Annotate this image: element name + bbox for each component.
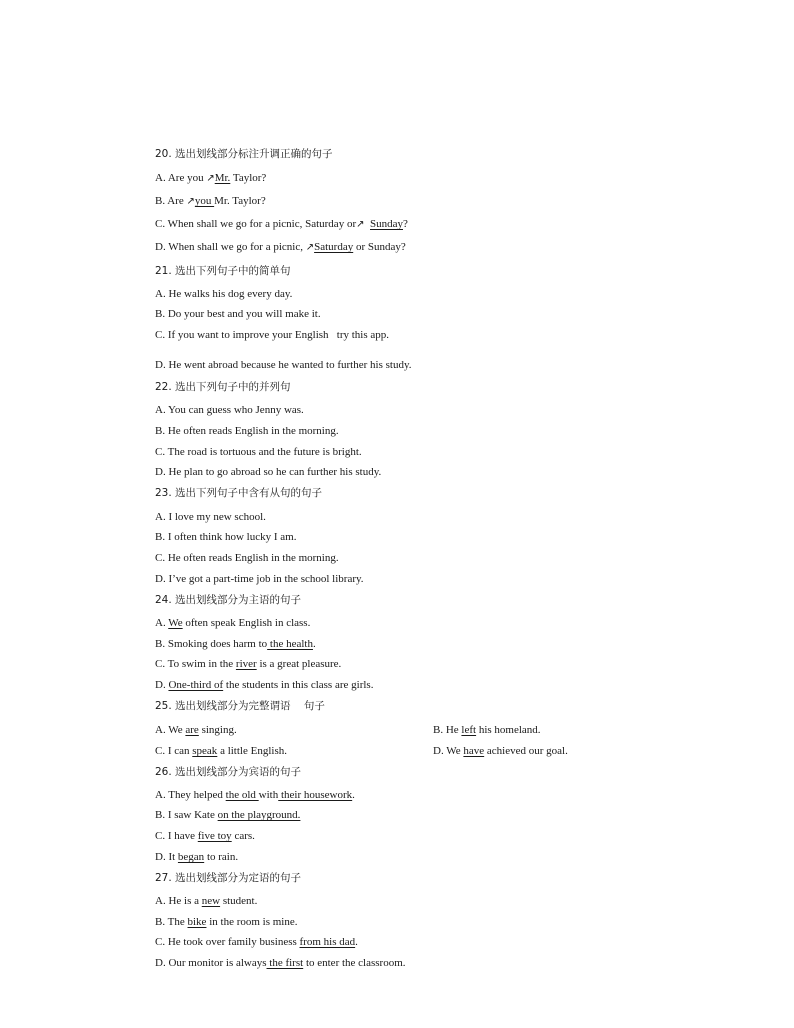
underlined-text: Mr. [214, 172, 231, 184]
question-title: 26. 选出划线部分为宾语的句子 [155, 766, 302, 778]
option-text: a little English. [217, 745, 287, 757]
answer-option [155, 403, 304, 417]
answer-option [155, 678, 373, 692]
underlined-text: from his dad [299, 936, 356, 948]
answer-option [155, 616, 310, 630]
option-text: A. They helped [155, 789, 226, 801]
option-text: student. [220, 895, 258, 907]
answer-option [155, 424, 339, 438]
option-text: singing. [198, 724, 237, 736]
answer-option [155, 240, 406, 255]
answer-option [155, 445, 362, 459]
option-text: to enter the classroom. [303, 957, 406, 969]
answer-option [155, 510, 266, 524]
answer-option [155, 723, 237, 737]
option-text: B. Are [155, 195, 187, 207]
answer-option [155, 808, 300, 822]
answer-option [155, 465, 381, 479]
answer-option [155, 829, 255, 843]
option-text: D. It [155, 851, 178, 863]
answer-option [155, 935, 358, 949]
option-text: D. Our monitor is always [155, 957, 267, 969]
option-text: Mr. Taylor? [214, 195, 266, 207]
question-title: 23. 选出下列句子中含有从句的句子 [155, 487, 323, 499]
answer-option [433, 744, 568, 758]
underlined-text: the old [225, 789, 259, 801]
option-text: C. When shall we go for a picnic, Saturday or [155, 218, 357, 230]
underlined-text: river [235, 658, 257, 670]
underlined-text: Saturday [314, 241, 354, 253]
option-text: B. He often reads English in the morning. [155, 425, 339, 437]
option-text: . [312, 638, 316, 650]
option-text: . [352, 789, 355, 801]
underlined-text: you [194, 195, 215, 207]
underlined-text: One-third of [168, 679, 224, 691]
option-text: D. When shall we go for a picnic, [155, 241, 306, 253]
option-text: A. He is a [155, 895, 202, 907]
answer-option [155, 217, 408, 232]
option-text: or Sunday? [353, 241, 406, 253]
option-text: Taylor? [230, 172, 267, 184]
option-text: C. If you want to improve your English try this app. [155, 329, 390, 341]
answer-option [155, 744, 287, 758]
option-text: often speak English in class. [182, 617, 311, 629]
option-text: B. I often think how lucky I am. [155, 531, 297, 543]
rising-tone-arrow-icon: ↗ [206, 173, 215, 184]
underlined-text: on the playground. [217, 809, 301, 821]
option-text: C. He took over family business [155, 936, 300, 948]
option-text: is a great pleasure. [256, 658, 342, 670]
option-text: ? [403, 218, 408, 230]
answer-option [155, 956, 406, 970]
answer-option [155, 530, 296, 544]
option-text: B. The [155, 916, 188, 928]
option-text: A. [155, 617, 169, 629]
rising-tone-arrow-icon: ↗ [356, 219, 365, 230]
answer-option [433, 723, 541, 737]
question-title: 25. 选出划线部分为完整谓语 句子 [155, 700, 325, 712]
option-text: A. I love my new school. [155, 511, 266, 523]
answer-option [155, 788, 355, 802]
question-title: 20. 选出划线部分标注升调正确的句子 [155, 148, 333, 160]
question-title: 24. 选出划线部分为主语的句子 [155, 594, 302, 606]
option-text: to rain. [204, 851, 239, 863]
rising-tone-arrow-icon: ↗ [305, 242, 315, 253]
question-title: 22. 选出下列句子中的并列句 [155, 381, 291, 393]
underlined-text: are [185, 724, 199, 736]
option-text: A. We [155, 724, 186, 736]
answer-option [155, 194, 266, 209]
underlined-text: Sunday [370, 218, 403, 230]
answer-option [155, 657, 341, 671]
underlined-text: We [168, 617, 183, 629]
option-text: C. The road is tortuous and the future is bright. [155, 446, 362, 458]
underlined-text: bike [187, 916, 207, 928]
option-text: D. [155, 679, 169, 691]
option-text: C. He often reads English in the morning. [155, 552, 339, 564]
option-text: B. Smoking does harm to [155, 638, 268, 650]
option-text: C. I have [155, 830, 198, 842]
option-text: D. He went abroad because he wanted to further his study. [155, 359, 412, 371]
answer-option [155, 328, 389, 342]
question-title: 27. 选出划线部分为定语的句子 [155, 872, 302, 884]
option-text: the students in this class are girls. [223, 679, 374, 691]
option-text: A. You can guess who Jenny was. [155, 404, 304, 416]
answer-option [155, 894, 257, 908]
underlined-text: their housework [278, 789, 353, 801]
option-text: his homeland. [476, 724, 541, 736]
answer-option [155, 850, 238, 864]
option-text: D. He plan to go abroad so he can further his study. [155, 466, 382, 478]
option-text: achieved our goal. [484, 745, 568, 757]
option-text: . [355, 936, 358, 948]
option-text: D. I’ve got a part-time job in the school library. [155, 573, 364, 585]
underlined-text: left [461, 724, 477, 736]
answer-option [155, 637, 316, 651]
underlined-text: five toy [197, 830, 232, 842]
answer-option [155, 307, 321, 321]
rising-tone-arrow-icon: ↗ [186, 196, 195, 207]
underlined-text: the first [266, 957, 304, 969]
underlined-text: speak [192, 745, 218, 757]
answer-option [155, 551, 339, 565]
option-text: in the room is mine. [206, 916, 298, 928]
option-text: A. He walks his dog every day. [155, 288, 293, 300]
underlined-text: new [201, 895, 221, 907]
option-text: with [258, 789, 279, 801]
option-text: B. Do your best and you will make it. [155, 308, 321, 320]
question-title: 21. 选出下列句子中的简单句 [155, 265, 291, 277]
answer-option [155, 572, 364, 586]
option-text: C. To swim in the [155, 658, 236, 670]
answer-option [155, 915, 298, 929]
option-text: C. I can [155, 745, 193, 757]
underlined-text: began [177, 851, 205, 863]
underlined-text: the health [267, 638, 313, 650]
option-text: cars. [231, 830, 255, 842]
answer-option [155, 358, 411, 372]
underlined-text: have [463, 745, 485, 757]
option-text: D. We [433, 745, 464, 757]
option-text: B. I saw Kate [155, 809, 218, 821]
option-text: A. Are you [155, 172, 207, 184]
answer-option [155, 287, 292, 301]
answer-option [155, 171, 266, 186]
option-text: B. He [433, 724, 462, 736]
